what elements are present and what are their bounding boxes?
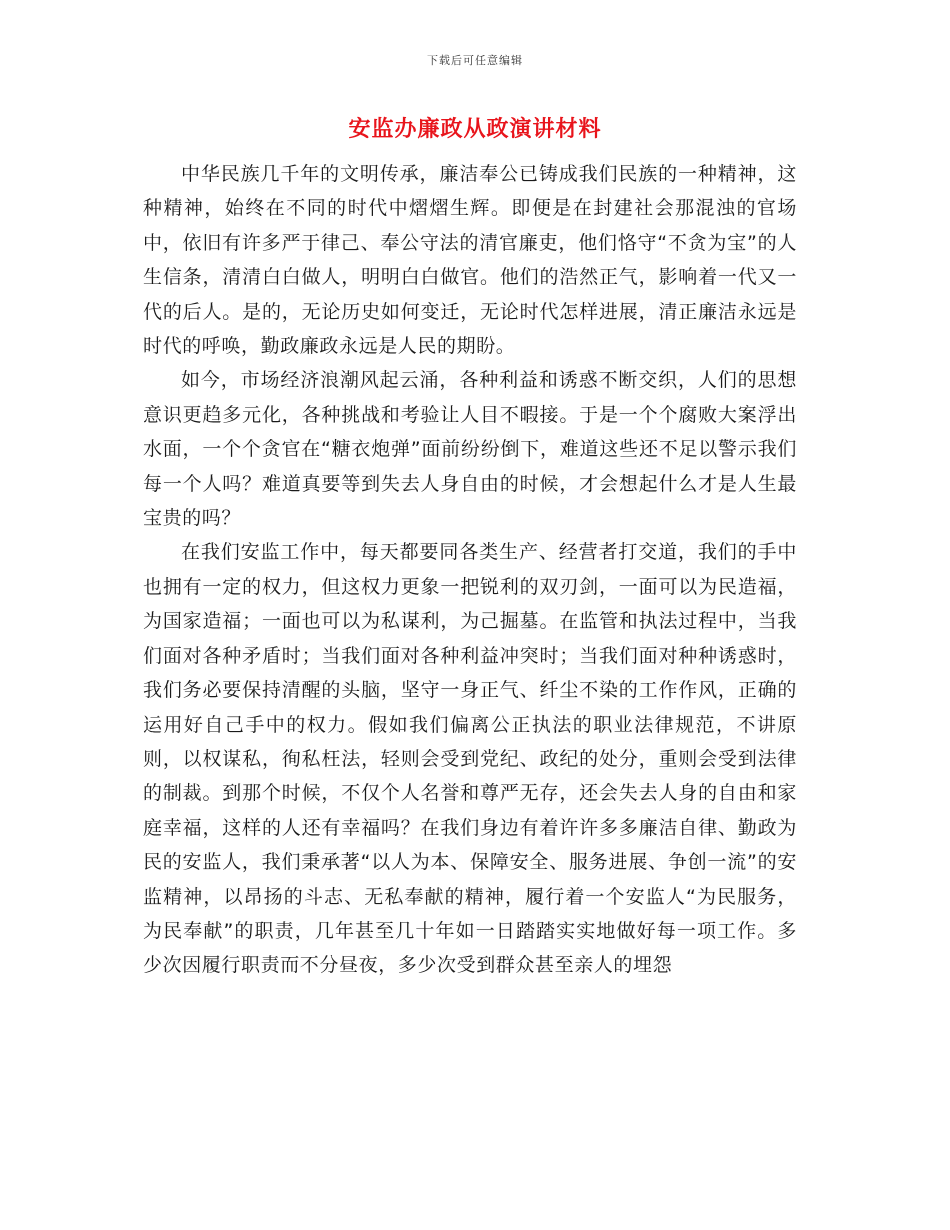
- paragraph-3: 在我们安监工作中，每天都要同各类生产、经营者打交道，我们的手中也拥有一定的权力，但这权力更象一把锐利的双刃剑，一面可以为民造福，为国家造福；一面也可以为私谋利，为己掘墓。在监管和执法过程中，当我们面对各种矛盾时；当我们面对各种利益冲突时；当我们面对种种诱惑时，我们务必要保持清醒的头脑，坚守一身正气、纤尘不染的工作作风，正确的运用好自己手中的权力。假如我们偏离公正执法的职业法律规范，不讲原则，以权谋私，徇私枉法，轻则会受到党纪、政纪的处分，重则会受到法律的制裁。到那个时候，不仅个人名誉和尊严无存，还会失去人身的自由和家庭幸福，这样的人还有幸福吗？在我们身边有着许许多多廉洁自律、勤政为民的安监人，我们秉承著“以人为本、保障安全、服务进展、争创一流”的安监精神，以昂扬的斗志、无私奉献的精神，履行着一个安监人“为民服务，为民奉献”的职责，几年甚至几十年如一日踏踏实实地做好每一项工作。多少次因履行职责而不分昼夜，多少次受到群众甚至亲人的埋怨: [143, 541, 797, 977]
- paragraph-1: 中华民族几千年的文明传承，廉洁奉公已铸成我们民族的一种精神，这种精神，始终在不同的时代中熠熠生辉。即便是在封建社会那混浊的官场中，依旧有许多严于律己、奉公守法的清官廉吏，他们恪守“不贪为宝”的人生信条，清清白白做人，明明白白做官。他们的浩然正气，影响着一代又一代的后人。是的，无论历史如何变迁，无论时代怎样进展，清正廉洁永远是时代的呼唤，勤政廉政永远是人民的期盼。: [143, 163, 797, 358]
- document-title: 安监办廉政从政演讲材料: [348, 116, 602, 142]
- header-note: 下载后可任意编辑: [427, 54, 523, 67]
- paragraph-2: 如今，市场经济浪潮风起云涌，各种利益和诱惑不断交织，人们的思想意识更趋多元化，各种挑战和考验让人目不暇接。于是一个个腐败大案浮出水面，一个个贪官在“糖衣炮弹”面前纷纷倒下，难道这些还不足以警示我们每一个人吗？难道真要等到失去人身自由的时候，才会想起什么才是人生最宝贵的吗？: [143, 369, 797, 530]
- document-body: [143, 157, 797, 983]
